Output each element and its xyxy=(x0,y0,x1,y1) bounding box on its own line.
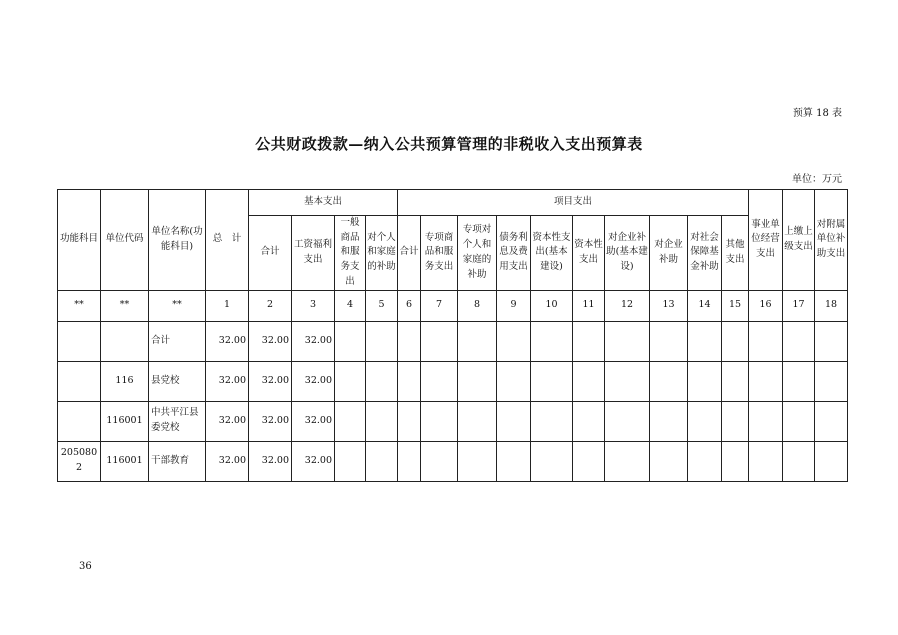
empty-cell xyxy=(749,361,783,401)
empty-cell xyxy=(497,401,531,441)
empty-cell xyxy=(421,401,458,441)
empty-cell xyxy=(497,321,531,361)
header-proj-subtotal: 合计 xyxy=(398,216,421,291)
header-total: 总 计 xyxy=(206,190,249,291)
table-row xyxy=(58,361,848,401)
index-row xyxy=(58,290,848,321)
empty-cell xyxy=(531,401,573,441)
empty-cell xyxy=(573,361,605,401)
budget-table xyxy=(57,189,848,482)
index-cell: 3 xyxy=(292,290,335,321)
index-cell: 4 xyxy=(335,290,366,321)
table-row xyxy=(58,321,848,361)
table-number: 预算 18 表 xyxy=(792,108,842,119)
basic-wage-cell: 32.00 xyxy=(292,321,335,361)
empty-cell xyxy=(605,361,650,401)
index-cell: 16 xyxy=(749,290,783,321)
empty-cell xyxy=(783,321,815,361)
header-subsidiary: 对附属单位补助支出 xyxy=(815,190,848,291)
unit-name-cell: 中共平江县委党校 xyxy=(149,401,206,441)
header-proj-social: 对社会保障基金补助 xyxy=(688,216,722,291)
index-cell: 10 xyxy=(531,290,573,321)
func-code-cell xyxy=(58,401,101,441)
index-cell: 6 xyxy=(398,290,421,321)
header-unit-name: 单位名称(功能科目) xyxy=(149,190,206,291)
header-proj-family: 专项对个人和家庭的补助 xyxy=(458,216,497,291)
empty-cell xyxy=(421,361,458,401)
empty-cell xyxy=(531,361,573,401)
unit-name-cell: 合计 xyxy=(149,321,206,361)
page-title: 公共财政拨款—纳入公共预算管理的非税收入支出预算表 xyxy=(255,135,643,153)
empty-cell xyxy=(421,321,458,361)
empty-cell xyxy=(722,401,749,441)
table-row xyxy=(58,401,848,441)
header-basic-subtotal: 合计 xyxy=(249,216,292,291)
basic-wage-cell: 32.00 xyxy=(292,401,335,441)
total-cell: 32.00 xyxy=(206,361,249,401)
empty-cell xyxy=(421,441,458,481)
empty-cell xyxy=(650,441,688,481)
empty-cell xyxy=(605,321,650,361)
index-cell: ** xyxy=(101,290,149,321)
header-proj-enterprise: 对企业补助 xyxy=(650,216,688,291)
basic-subtotal-cell: 32.00 xyxy=(249,441,292,481)
header-upper-level: 上缴上级支出 xyxy=(783,190,815,291)
empty-cell xyxy=(573,321,605,361)
index-cell: 13 xyxy=(650,290,688,321)
index-cell: ** xyxy=(149,290,206,321)
empty-cell xyxy=(688,401,722,441)
empty-cell xyxy=(749,321,783,361)
empty-cell xyxy=(366,361,398,401)
empty-cell xyxy=(815,321,848,361)
index-cell: 14 xyxy=(688,290,722,321)
empty-cell xyxy=(398,361,421,401)
empty-cell xyxy=(605,441,650,481)
empty-cell xyxy=(497,441,531,481)
empty-cell xyxy=(398,321,421,361)
index-cell: 7 xyxy=(421,290,458,321)
func-code-cell xyxy=(58,361,101,401)
empty-cell xyxy=(783,361,815,401)
empty-cell xyxy=(335,401,366,441)
empty-cell xyxy=(650,321,688,361)
index-cell: 15 xyxy=(722,290,749,321)
empty-cell xyxy=(749,401,783,441)
empty-cell xyxy=(531,441,573,481)
header-basic-goods: 一般商品和服务支出 xyxy=(335,216,366,291)
header-proj-other: 其他支出 xyxy=(722,216,749,291)
empty-cell xyxy=(335,321,366,361)
header-proj-goods: 专项商品和服务支出 xyxy=(421,216,458,291)
func-code-cell: 2050802 xyxy=(58,441,101,481)
empty-cell xyxy=(688,321,722,361)
index-cell: 2 xyxy=(249,290,292,321)
header-basic-family: 对个人和家庭的补助 xyxy=(366,216,398,291)
header-basic-wage: 工资福利支出 xyxy=(292,216,335,291)
header-proj-enterprise-build: 对企业补助(基本建设) xyxy=(605,216,650,291)
header-func-code: 功能科目 xyxy=(58,190,101,291)
header-proj-debt: 债务利息及费用支出 xyxy=(497,216,531,291)
index-cell: 1 xyxy=(206,290,249,321)
empty-cell xyxy=(815,441,848,481)
empty-cell xyxy=(688,361,722,401)
empty-cell xyxy=(650,401,688,441)
basic-subtotal-cell: 32.00 xyxy=(249,401,292,441)
empty-cell xyxy=(398,401,421,441)
unit-code-cell: 116001 xyxy=(101,441,149,481)
index-cell: 12 xyxy=(605,290,650,321)
total-cell: 32.00 xyxy=(206,401,249,441)
unit-code-cell xyxy=(101,321,149,361)
empty-cell xyxy=(783,441,815,481)
index-cell: 8 xyxy=(458,290,497,321)
empty-cell xyxy=(458,321,497,361)
empty-cell xyxy=(573,401,605,441)
unit-code-cell: 116001 xyxy=(101,401,149,441)
empty-cell xyxy=(749,441,783,481)
empty-cell xyxy=(815,401,848,441)
empty-cell xyxy=(531,321,573,361)
empty-cell xyxy=(815,361,848,401)
empty-cell xyxy=(398,441,421,481)
unit-name-cell: 干部教育 xyxy=(149,441,206,481)
empty-cell xyxy=(722,361,749,401)
empty-cell xyxy=(458,361,497,401)
empty-cell xyxy=(722,321,749,361)
table-row xyxy=(58,441,848,481)
total-cell: 32.00 xyxy=(206,321,249,361)
func-code-cell xyxy=(58,321,101,361)
empty-cell xyxy=(573,441,605,481)
header-proj-capital: 资本性支出 xyxy=(573,216,605,291)
empty-cell xyxy=(605,401,650,441)
unit-label: 单位：万元 xyxy=(792,174,842,185)
empty-cell xyxy=(783,401,815,441)
index-cell: 9 xyxy=(497,290,531,321)
basic-wage-cell: 32.00 xyxy=(292,361,335,401)
index-cell: 5 xyxy=(366,290,398,321)
index-cell: 18 xyxy=(815,290,848,321)
empty-cell xyxy=(722,441,749,481)
empty-cell xyxy=(497,361,531,401)
empty-cell xyxy=(335,441,366,481)
header-project-group: 项目支出 xyxy=(398,190,749,216)
index-cell: 11 xyxy=(573,290,605,321)
empty-cell xyxy=(688,441,722,481)
empty-cell xyxy=(650,361,688,401)
empty-cell xyxy=(335,361,366,401)
empty-cell xyxy=(366,401,398,441)
header-proj-capital-build: 资本性支出(基本建设) xyxy=(531,216,573,291)
empty-cell xyxy=(458,441,497,481)
unit-code-cell: 116 xyxy=(101,361,149,401)
page-number: 36 xyxy=(79,561,92,572)
empty-cell xyxy=(366,321,398,361)
index-cell: 17 xyxy=(783,290,815,321)
empty-cell xyxy=(458,401,497,441)
index-cell: ** xyxy=(58,290,101,321)
basic-subtotal-cell: 32.00 xyxy=(249,361,292,401)
empty-cell xyxy=(366,441,398,481)
header-basic-group: 基本支出 xyxy=(249,190,398,216)
total-cell: 32.00 xyxy=(206,441,249,481)
basic-subtotal-cell: 32.00 xyxy=(249,321,292,361)
header-business-op: 事业单位经营支出 xyxy=(749,190,783,291)
header-unit-code: 单位代码 xyxy=(101,190,149,291)
basic-wage-cell: 32.00 xyxy=(292,441,335,481)
unit-name-cell: 县党校 xyxy=(149,361,206,401)
